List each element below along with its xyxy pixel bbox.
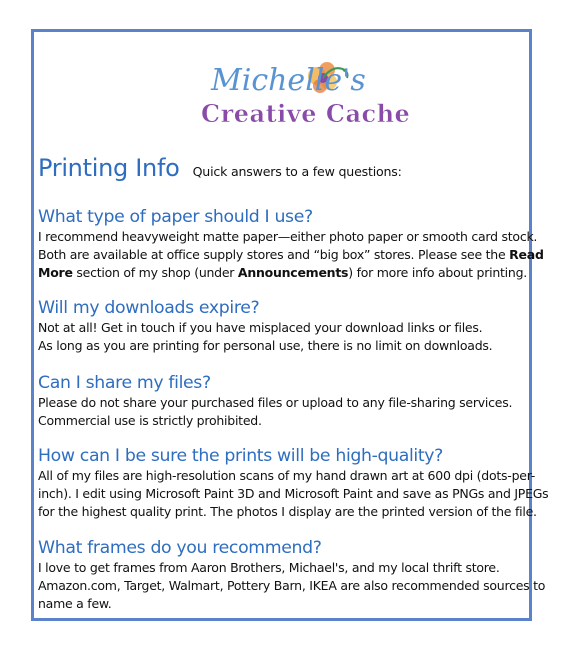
logo-graphic <box>189 54 411 134</box>
faq-answer-line: for the highest quality print. The photos I display are the printed version of the file. <box>38 504 537 519</box>
faq-answer-text: Both are available at office supply stores and “big box” stores. Please see the <box>38 247 506 262</box>
faq-item <box>38 297 524 355</box>
read-more-bold: More <box>38 265 73 280</box>
page-heading <box>38 154 402 182</box>
faq-answer-line: I recommend heavyweight matte paper—either photo paper or smooth card stock. <box>38 229 538 244</box>
faq-answer-line: Please do not share your purchased files or upload to any file-sharing services. <box>38 395 513 410</box>
faq-question: Will my downloads expire? <box>38 298 260 318</box>
faq-answer-line: Amazon.com, Target, Walmart, Pottery Barn, IKEA are also recommended sources to <box>38 578 546 593</box>
page-frame <box>31 29 549 621</box>
page-subtitle: Quick answers to a few questions: <box>192 164 402 179</box>
logo-main-text: Creative Cache <box>201 99 411 128</box>
faq-item <box>38 206 544 282</box>
faq-answer-line <box>38 264 527 282</box>
faq-answer-line: As long as you are printing for personal use, there is no limit on downloads. <box>38 338 493 353</box>
faq-answer-line <box>38 246 544 264</box>
faq-answer-text: section of my shop (under <box>72 265 238 280</box>
faq-question: Can I share my files? <box>38 373 211 393</box>
logo-script-text: Michelle's <box>211 63 366 98</box>
faq-answer-line: name a few. <box>38 596 112 611</box>
faq-answer-line: Commercial use is strictly prohibited. <box>38 413 262 428</box>
page-title: Printing Info <box>38 154 180 182</box>
faq-answer-line: I love to get frames from Aaron Brothers, Michael's, and my local thrift store. <box>38 560 500 575</box>
announcements-bold: Announcements <box>237 265 349 280</box>
faq-question: What frames do you recommend? <box>38 538 322 558</box>
faq-answer-text: ) for more info about printing. <box>348 265 527 280</box>
faq-answer-line: inch). I edit using Microsoft Paint 3D and Microsoft Paint and save as PNGs and JPEGs <box>38 486 549 501</box>
faq-answer-line: Not at all! Get in touch if you have misplaced your download links or files. <box>38 320 483 335</box>
faq-item <box>38 445 549 521</box>
brand-logo <box>189 54 411 134</box>
faq-question: How can I be sure the prints will be high-quality? <box>38 446 444 466</box>
faq-question: What type of paper should I use? <box>38 207 313 227</box>
read-more-bold: Read <box>509 247 544 262</box>
faq-item <box>38 372 524 430</box>
faq-item <box>38 537 546 613</box>
faq-answer-line: All of my files are high-resolution scans of my hand drawn art at 600 dpi (dots-per- <box>38 468 536 483</box>
